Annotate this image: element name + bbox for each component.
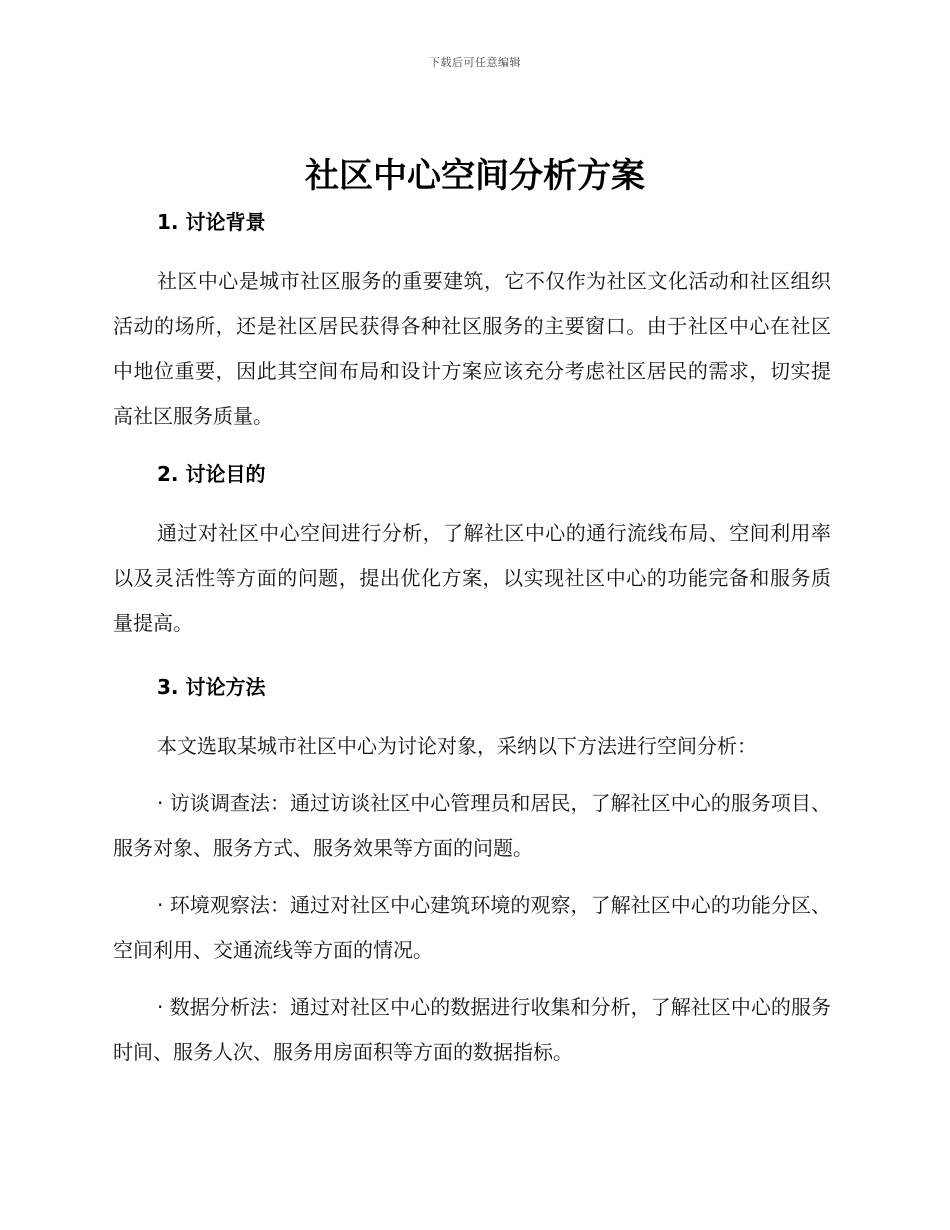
section-paragraph-purpose: 通过对社区中心空间进行分析，了解社区中心的通行流线布局、空间利用率以及灵活性等方面的问题，提出优化方案，以实现社区中心的功能完备和服务质量提高。 xyxy=(113,521,831,635)
method-bullet-data-analysis: · 数据分析法：通过对社区中心的数据进行收集和分析，了解社区中心的服务时间、服务人次、服务用房面积等方面的数据指标。 xyxy=(113,995,831,1064)
section-heading-background: 1. 讨论背景 xyxy=(157,210,266,234)
document-title: 社区中心空间分析方案 xyxy=(305,156,645,196)
header-note: 下载后可任意编辑 xyxy=(429,56,521,69)
method-bullet-observation: · 环境观察法：通过对社区中心建筑环境的观察，了解社区中心的功能分区、空间利用、交通流线等方面的情况。 xyxy=(113,893,831,962)
section-heading-method: 3. 讨论方法 xyxy=(157,675,266,699)
section-paragraph-method: 本文选取某城市社区中心为讨论对象，采纳以下方法进行空间分析： xyxy=(157,734,757,758)
section-paragraph-background: 社区中心是城市社区服务的重要建筑，它不仅作为社区文化活动和社区组织活动的场所，还是社区居民获得各种社区服务的主要窗口。由于社区中心在社区中地位重要，因此其空间布局和设计方案应该充分考虑社区居民的需求，切实提高社区服务质量。 xyxy=(113,269,831,428)
document-body xyxy=(113,205,831,1075)
section-heading-purpose: 2. 讨论目的 xyxy=(157,462,266,486)
method-bullet-interview: · 访谈调查法：通过访谈社区中心管理员和居民，了解社区中心的服务项目、服务对象、服务方式、服务效果等方面的问题。 xyxy=(113,791,831,860)
